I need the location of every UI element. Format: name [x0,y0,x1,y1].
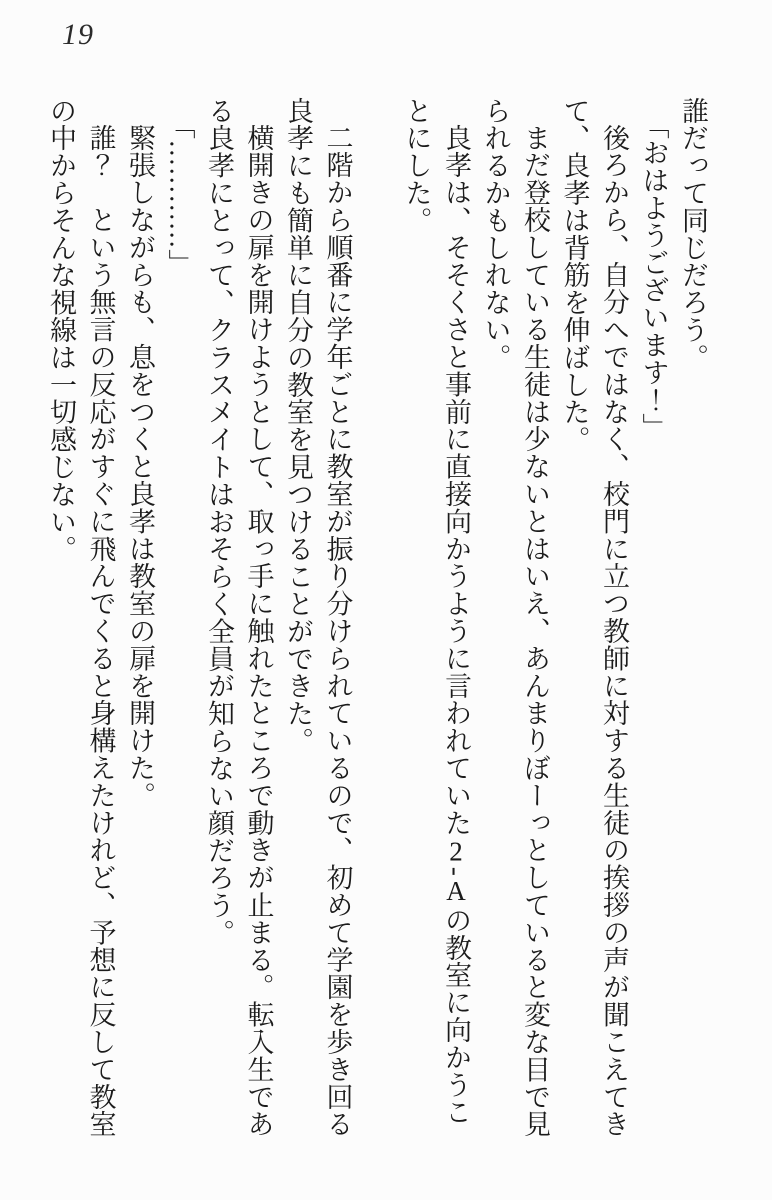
latin-upright-text: A [441,876,471,907]
paragraph: 二階から順番に学年ごとに教室が振り分けられているので、初めて学園を歩き回る良孝にも簡単に自分の教室を見つけることができた。 [283,97,353,1138]
paragraph: まだ登校している生徒は少ないとはいえ、あんまりぼーっとしていると変な目で見られるかもしれない。 [480,97,550,1138]
latin-upright-text: 2 [441,836,471,867]
paragraph: 緊張しながらも、息をつくと良孝は教室の扉を開けた。 [125,124,155,809]
paragraph: 誰だって同じだろう。 [678,97,708,371]
page-number: 19 [62,18,94,51]
paragraph: 誰？ という無言の反応がすぐに飛んでくると身構えたけれど、予想に反して教室の中からそんな視線は一切感じない。 [46,97,116,1138]
paragraph: 「おはようございます！」 [638,111,669,441]
paragraph: 横開きの扉を開けようとして、取っ手に触れたところで動きが止まる。転入生である良孝にとって、クラスメイトはおそらく全員が知らない顔だろう。 [204,97,274,1138]
paragraph: 良孝は、そそくさと事前に直接向かうように言われていた2-Aの教室に向かうことにした。 [401,97,471,1126]
paragraph: 後ろから、自分へではなく、校門に立つ教師に対する生徒の挨拶の声が聞こえてきて、良孝は背筋を伸ばした。 [559,97,629,1138]
paragraph: 「…………」 [164,111,195,277]
body-text [36,97,712,1139]
